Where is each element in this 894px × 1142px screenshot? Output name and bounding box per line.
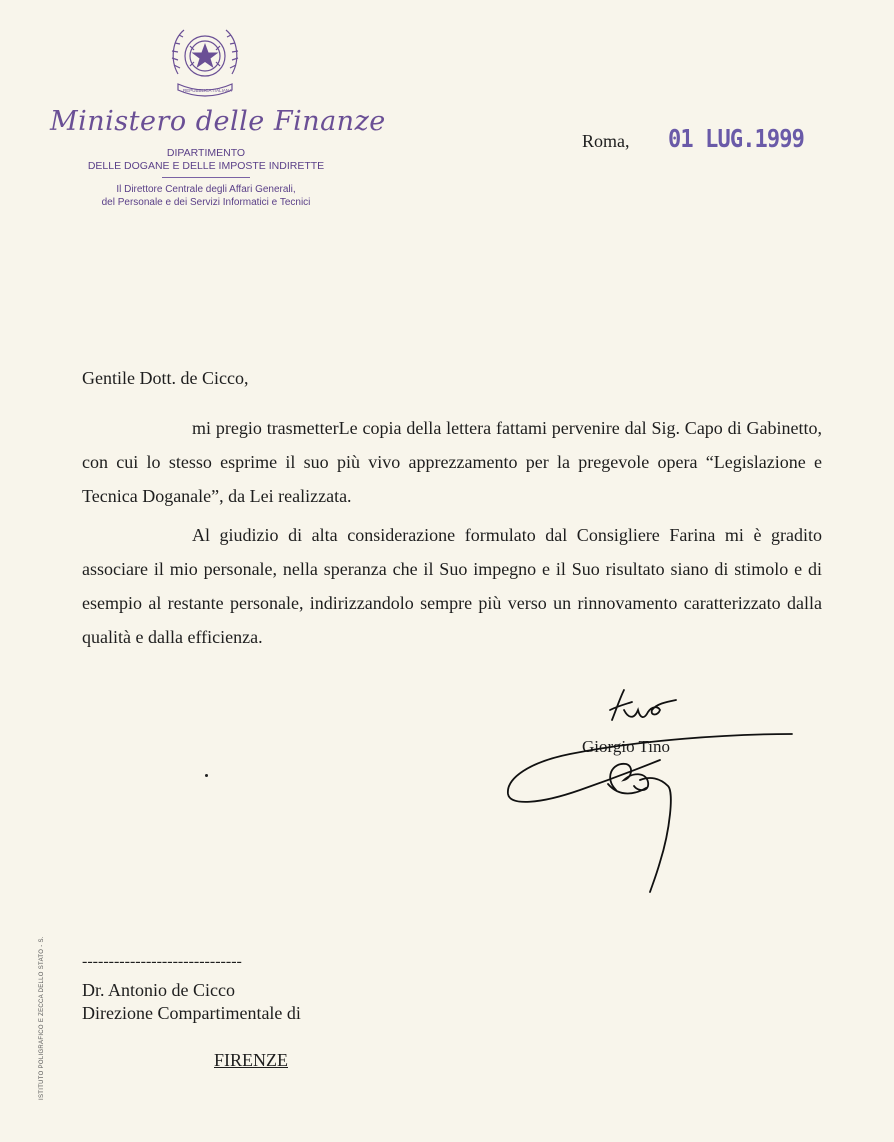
department-line-1: DIPARTIMENTO [166, 147, 246, 159]
addressee-office: Direzione Compartimentale di [82, 1003, 301, 1023]
signatory-name: Giorgio Tino [582, 737, 671, 756]
paragraph-2: Al giudizio di alta considerazione formulato dal Consigliere Farina mi è gradito associare il mio personale, nella speranza che il Suo impegno e il Suo risultato siano di stimolo e di esempio al restante personale, indirizzandolo sempre più verso un rinnovamento caratterizzato dalla qualità e dalla efficienza. [82, 525, 822, 647]
emblem-ribbon-text: REPUBBLICA ITALIANA [183, 88, 233, 93]
addressee-city: FIRENZE [214, 1050, 288, 1070]
salutation: Gentile Dott. de Cicco, [82, 368, 249, 388]
printer-note: ISTITUTO POLIGRAFICO E ZECCA DELLO STATO - S. [39, 936, 45, 1100]
addressee-separator: ------------------------------ [82, 953, 242, 970]
date-place: Roma, [582, 131, 630, 151]
director-line-2: del Personale e dei Servizi Informatici e Tecnici [101, 197, 311, 208]
director-line-1: Il Direttore Centrale degli Affari Generali, [116, 184, 296, 195]
letterhead-divider [162, 177, 250, 178]
date-stamp: 01 LUG.1999 [668, 124, 805, 153]
ink-dot [205, 774, 208, 777]
paragraph-1: mi pregio trasmetterLe copia della lettera fattami pervenire dal Sig. Capo di Gabinetto, con cui lo stesso esprime il suo più vivo apprezzamento per la pregevole opera “Legislazione e Tecnica Doganale”, da Lei realizzata. [82, 418, 822, 506]
handwritten-signature [500, 680, 810, 900]
ministry-name: Ministero delle Finanze [50, 106, 386, 137]
department-line-2: DELLE DOGANE E DELLE IMPOSTE INDIRETTE [87, 160, 325, 172]
addressee-name: Dr. Antonio de Cicco [82, 980, 235, 1000]
